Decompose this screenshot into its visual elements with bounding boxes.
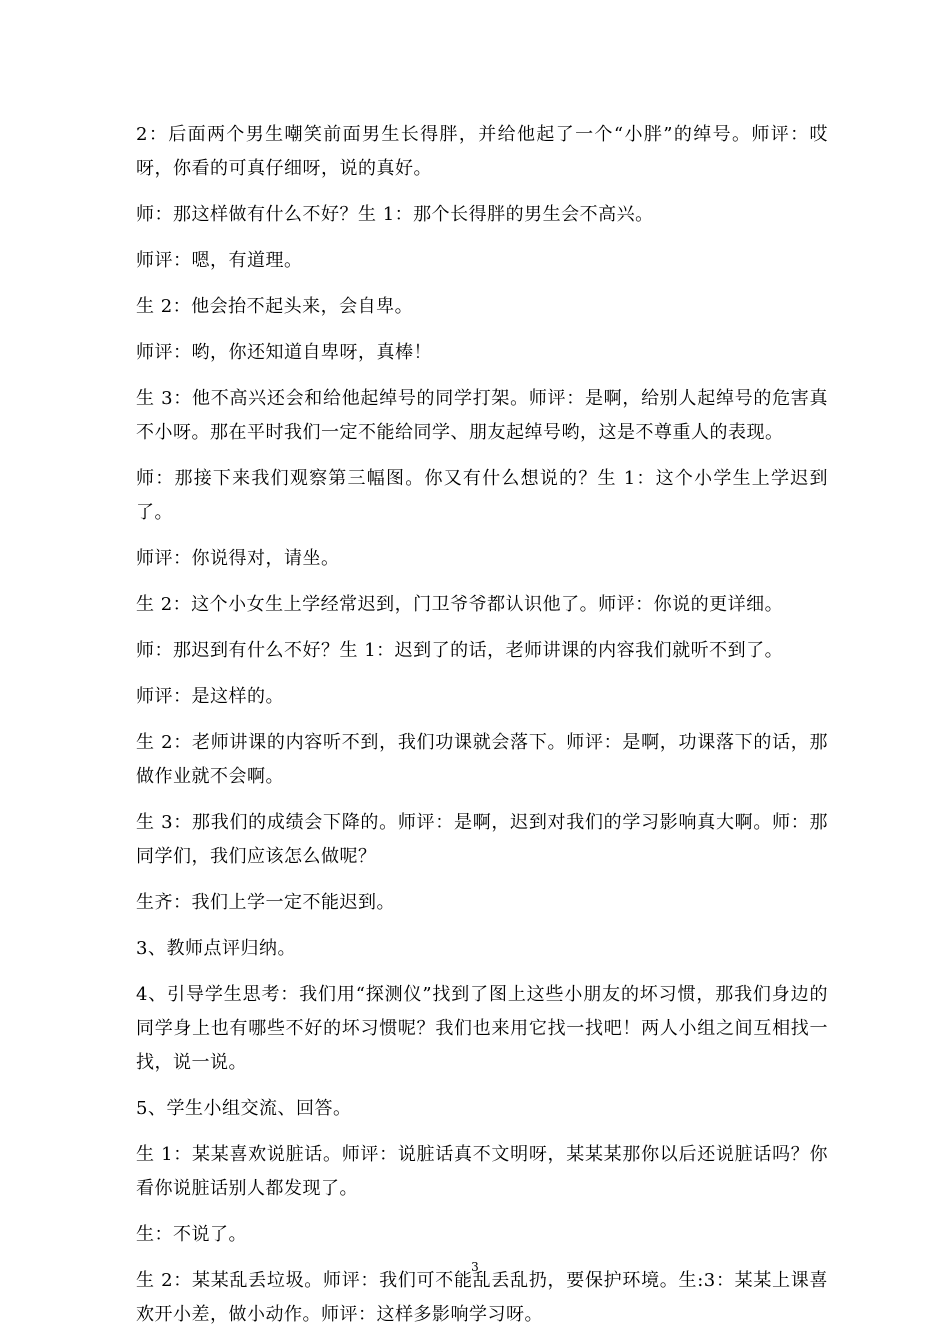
paragraph: 生 1：某某喜欢说脏话。师评：说脏话真不文明呀，某某某那你以后还说脏话吗？你看你说脏话别人都发现了。 (136, 1144, 828, 1199)
paragraph: 生：不说了。 (136, 1224, 247, 1245)
paragraph: 生 2：某某乱丢垃圾。师评：我们可不能乱丢乱扔，要保护环境。生:3：某某上课喜欢开小差，做小动作。师评：这样多影响学习呀。 (136, 1270, 828, 1325)
document-body (136, 118, 828, 1344)
paragraph: 师评：你说得对，请坐。 (136, 548, 340, 569)
page-number: 3 (471, 1260, 479, 1274)
paragraph: 5、学生小组交流、回答。 (136, 1098, 352, 1119)
paragraph: 师：那迟到有什么不好？生 1：迟到了的话，老师讲课的内容我们就听不到了。 (136, 640, 784, 661)
paragraph: 师评：哟，你还知道自卑呀，真棒！ (136, 342, 432, 363)
paragraph: 生 2：这个小女生上学经常迟到，门卫爷爷都认识他了。师评：你说的更详细。 (136, 594, 784, 615)
paragraph: 生齐：我们上学一定不能迟到。 (136, 892, 395, 913)
paragraph: 师：那这样做有什么不好？生 1：那个长得胖的男生会不高兴。 (136, 204, 654, 225)
paragraph: 师评：嗯，有道理。 (136, 250, 303, 271)
paragraph: 生 2：他会抬不起头来，会自卑。 (136, 296, 414, 317)
paragraph: 2：后面两个男生嘲笑前面男生长得胖，并给他起了一个“小胖”的绰号。师评：哎呀，你看的可真仔细呀，说的真好。 (136, 124, 828, 179)
paragraph: 3、教师点评归纳。 (136, 938, 296, 959)
paragraph: 4、引导学生思考：我们用“探测仪”找到了图上这些小朋友的坏习惯，那我们身边的同学身上也有哪些不好的坏习惯呢？我们也来用它找一找吧！两人小组之间互相找一找，说一说。 (136, 984, 828, 1073)
paragraph: 师评：是这样的。 (136, 686, 284, 707)
paragraph: 生 2：老师讲课的内容听不到，我们功课就会落下。师评：是啊，功课落下的话，那做作业就不会啊。 (136, 732, 828, 787)
paragraph: 生 3：他不高兴还会和给他起绰号的同学打架。师评：是啊，给别人起绰号的危害真不小呀。那在平时我们一定不能给同学、朋友起绰号哟，这是不尊重人的表现。 (136, 388, 828, 443)
paragraph: 生 3：那我们的成绩会下降的。师评：是啊，迟到对我们的学习影响真大啊。师：那同学们，我们应该怎么做呢？ (136, 812, 828, 867)
paragraph: 师：那接下来我们观察第三幅图。你又有什么想说的？生 1：这个小学生上学迟到了。 (136, 468, 828, 523)
